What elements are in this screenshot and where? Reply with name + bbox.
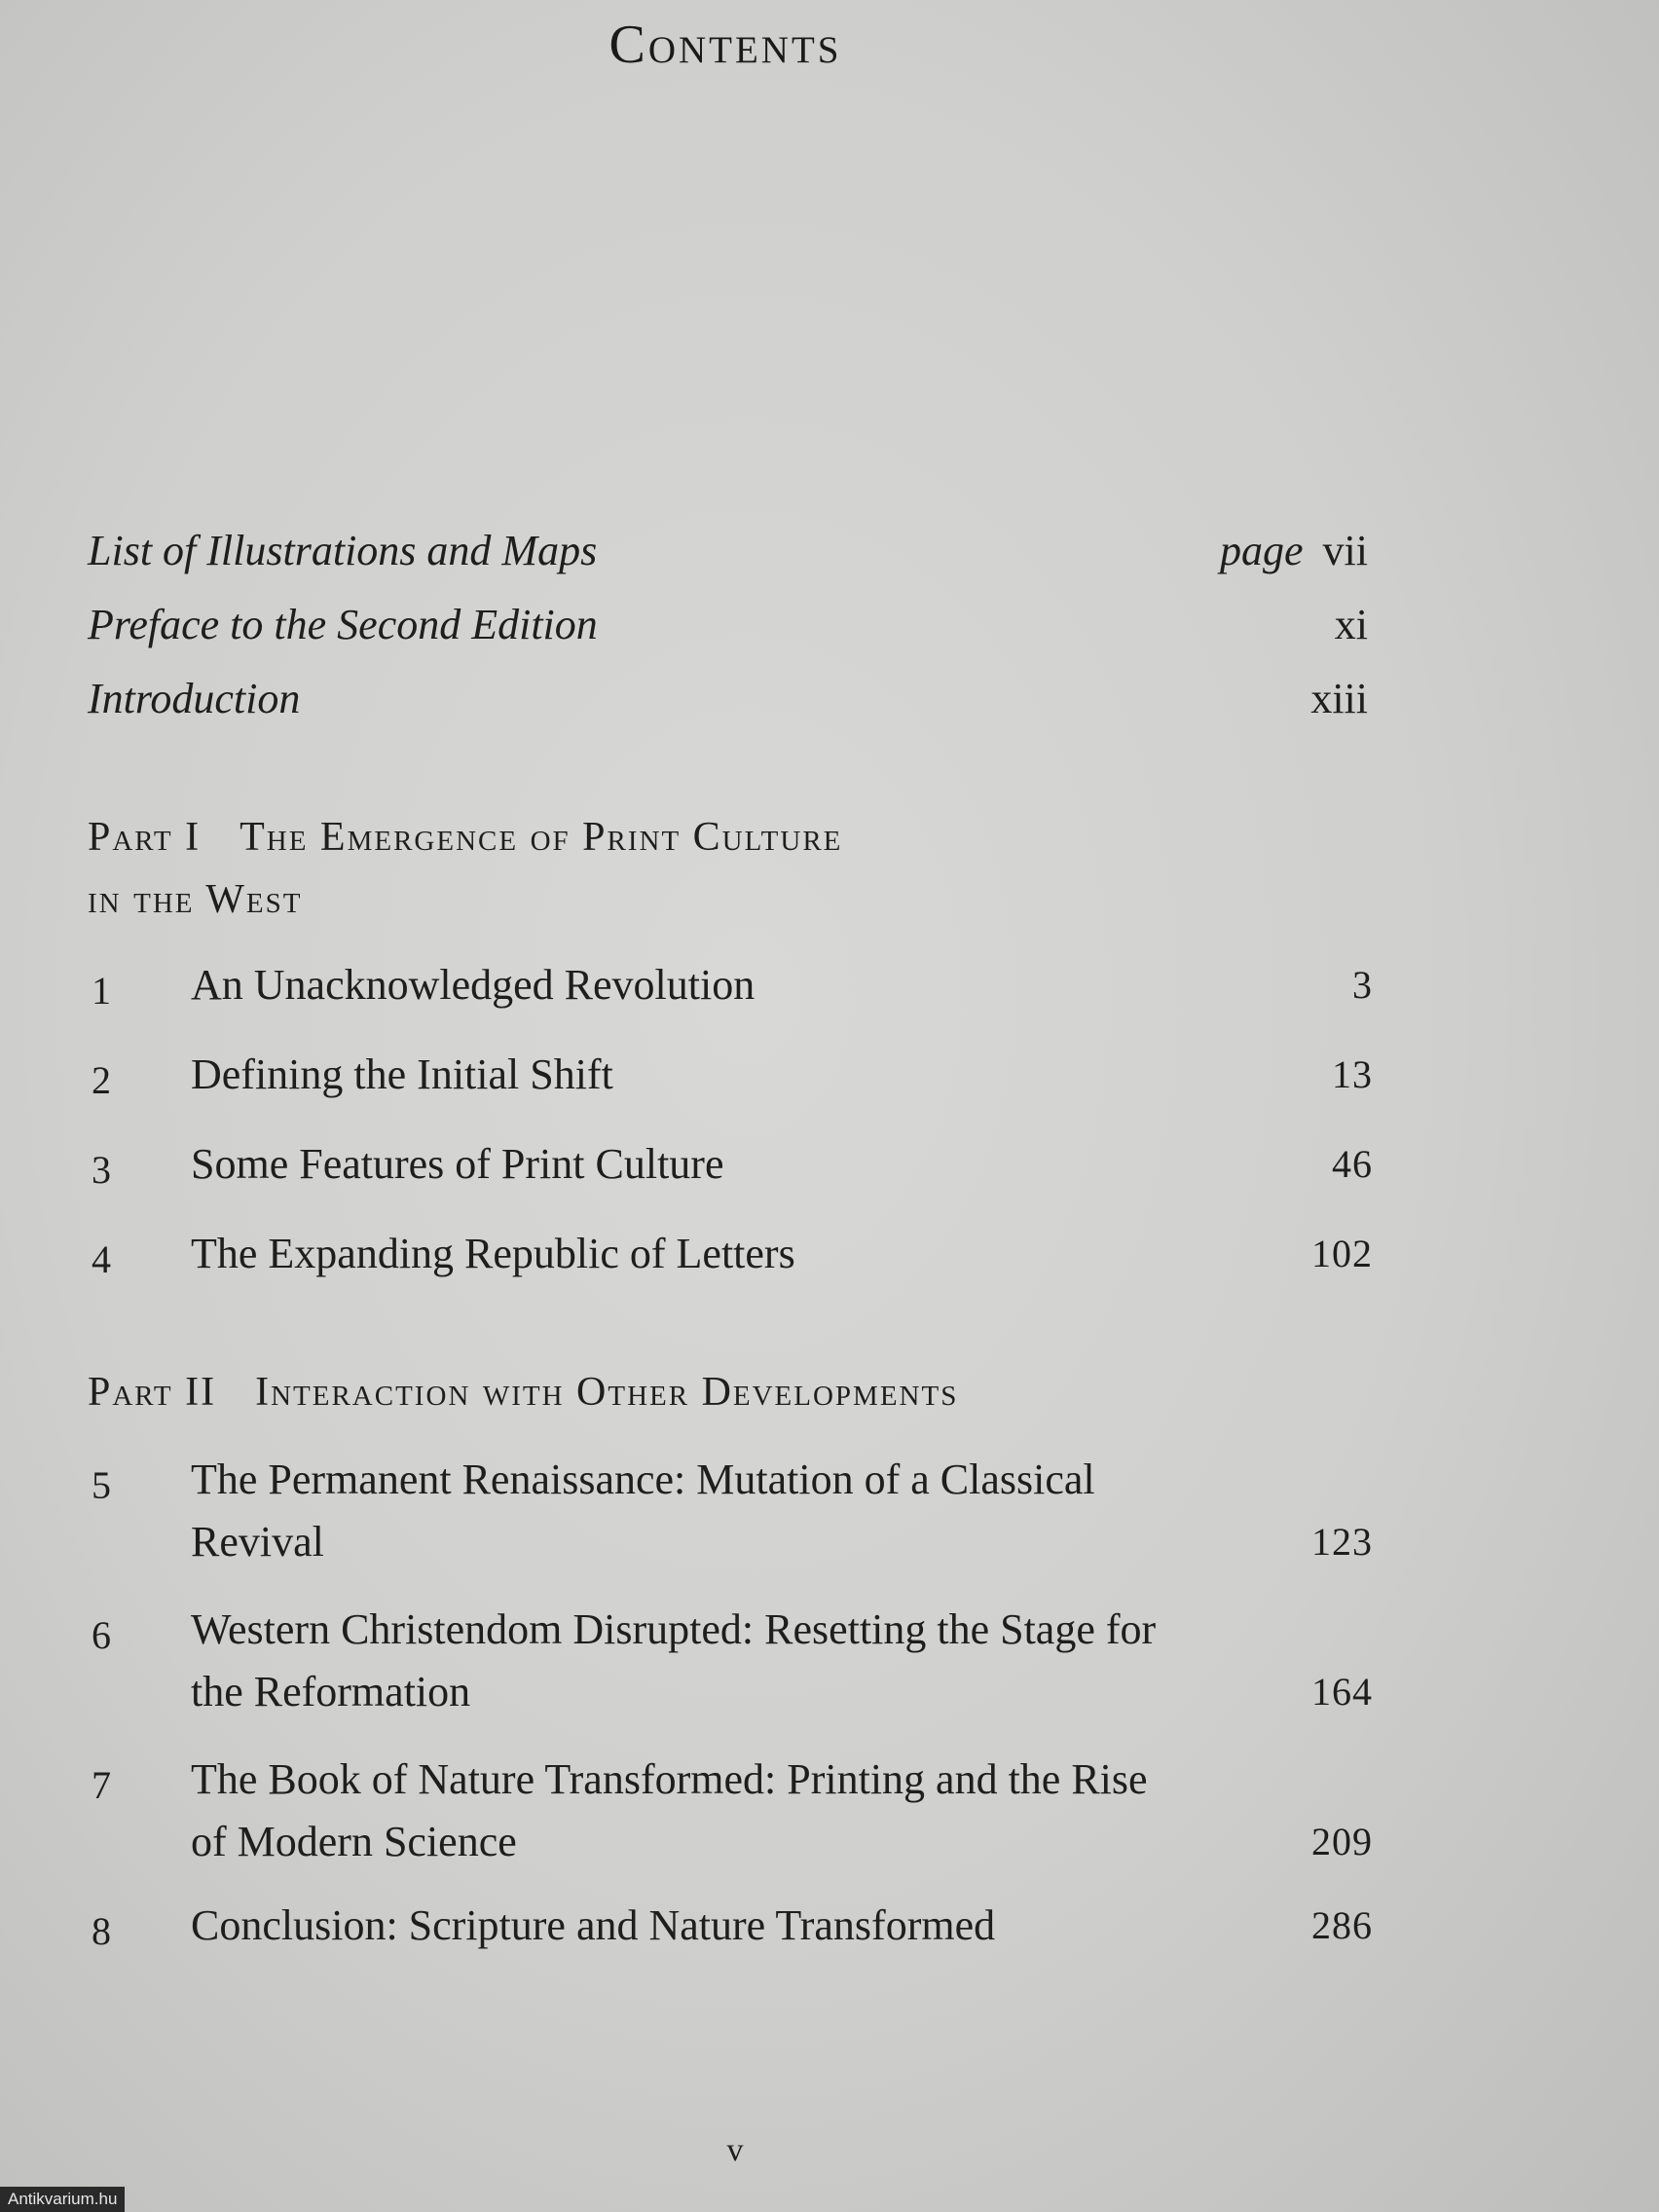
toc-entry-label: Preface to the Second Edition (88, 601, 598, 648)
part-title: Interaction with Other Developments (255, 1370, 959, 1415)
toc-chapter-5[interactable] (88, 1449, 1373, 1573)
part-heading-1 (88, 806, 842, 868)
chapter-number: 2 (92, 1058, 111, 1102)
chapter-number: 4 (92, 1237, 111, 1281)
chapter-title: Defining the Initial Shift (191, 1051, 613, 1098)
chapter-page: 46 (1332, 1142, 1373, 1186)
part-number: Part I (88, 815, 202, 860)
page-number: vii (1322, 527, 1368, 574)
page-prefix: page (1220, 527, 1304, 574)
part-title: The Emergence of Print Culture (240, 815, 843, 860)
chapter-page: 286 (1311, 1903, 1373, 1947)
chapter-title: An Unacknowledged Revolution (191, 961, 756, 1009)
chapter-number: 8 (92, 1909, 111, 1953)
chapter-title: Conclusion: Scripture and Nature Transformed (191, 1901, 996, 1949)
toc-entry-label: List of Illustrations and Maps (88, 527, 598, 574)
toc-entry-page (1220, 524, 1368, 578)
part-heading-1-continued (88, 868, 302, 931)
toc-entry-label: Introduction (88, 675, 301, 722)
page-title: Contents (608, 15, 842, 75)
chapter-number: 3 (92, 1148, 111, 1192)
part-title-continued: in the West (88, 877, 303, 922)
chapter-page: 123 (1311, 1520, 1373, 1564)
chapter-title-line2: Revival (191, 1518, 324, 1566)
chapter-page: 13 (1332, 1052, 1373, 1096)
toc-chapter-7[interactable] (88, 1749, 1373, 1873)
chapter-title-line2: of Modern Science (191, 1818, 517, 1865)
toc-entry-page: xiii (1310, 675, 1368, 722)
toc-chapter-4[interactable] (88, 1223, 1373, 1285)
chapter-title (191, 1449, 1340, 1573)
toc-chapter-6[interactable] (88, 1599, 1373, 1723)
chapter-number: 1 (92, 969, 111, 1013)
chapter-page: 102 (1311, 1232, 1373, 1275)
chapter-page: 209 (1311, 1820, 1373, 1863)
chapter-title-line1: Western Christendom Disrupted: Resetting the Stage for (191, 1605, 1157, 1653)
chapter-title: Some Features of Print Culture (191, 1140, 724, 1188)
chapter-title: The Expanding Republic of Letters (191, 1230, 795, 1277)
page-number-footer: v (726, 2132, 744, 2168)
toc-chapter-3[interactable] (88, 1133, 1373, 1196)
toc-entry-page: xi (1334, 601, 1368, 648)
chapter-title-line2: the Reformation (191, 1668, 471, 1715)
part-heading-2 (88, 1361, 958, 1423)
toc-chapter-8[interactable] (88, 1895, 1373, 1957)
toc-chapter-1[interactable] (88, 954, 1373, 1016)
chapter-page: 164 (1311, 1670, 1373, 1714)
chapter-title (191, 1749, 1340, 1873)
chapter-number: 5 (92, 1463, 111, 1507)
toc-chapter-2[interactable] (88, 1044, 1373, 1106)
chapter-title-line1: The Book of Nature Transformed: Printing and the Rise (191, 1755, 1148, 1803)
chapter-title-line1: The Permanent Renaissance: Mutation of a Classical (191, 1456, 1095, 1503)
chapter-title (191, 1599, 1340, 1723)
chapter-number: 6 (92, 1613, 111, 1657)
chapter-page: 3 (1352, 963, 1373, 1007)
chapter-number: 7 (92, 1763, 111, 1807)
watermark: Antikvarium.hu (0, 2187, 125, 2212)
part-number: Part II (88, 1370, 217, 1415)
